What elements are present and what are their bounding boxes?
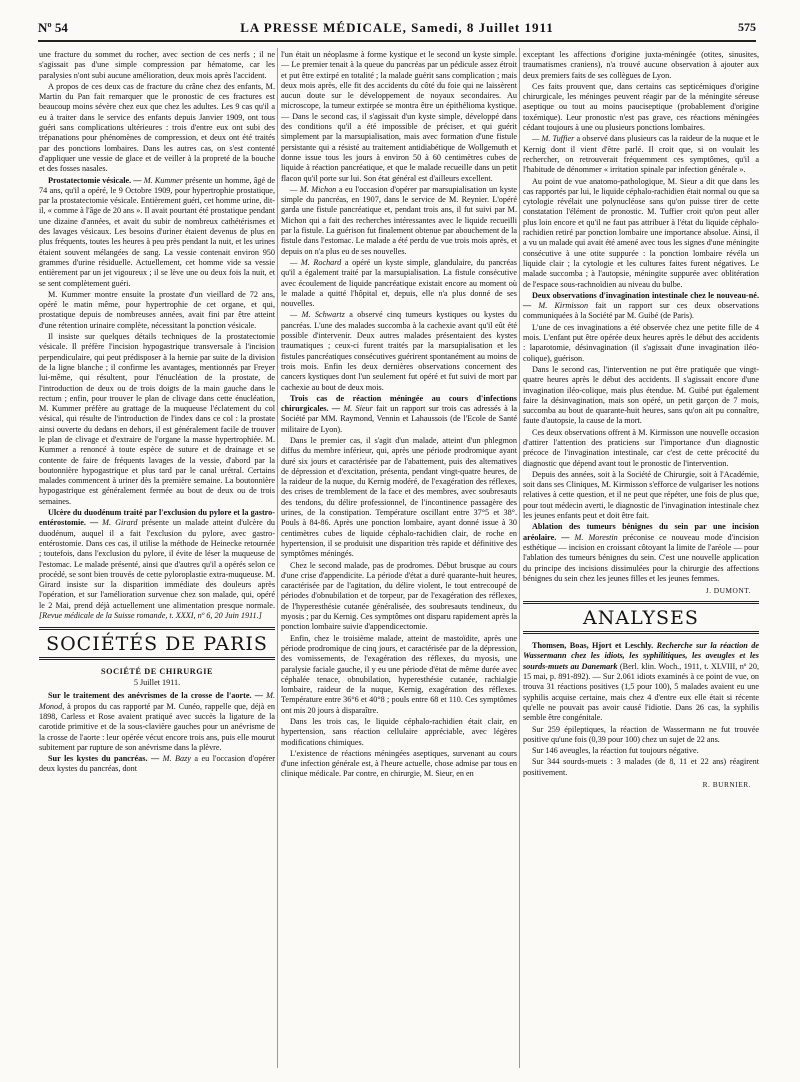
paragraph: Sur 259 épileptiques, la réaction de Wassermann ne fut trouvée positive qu'une fois (0,39 pour 100) chez un sujet de 22 ans. [523,724,759,744]
paragraph-text: à propos du cas rapporté par M. Cunéo, rappelle que, déjà en 1898, Carless et Rose avaient pratiqué avec succès la ligature de la carotide primitive et de la sous-clavière gauches pour un anévrisme de la crosse de l'aorte : leur opérée vécut encore trois ans, puis elle mourut subitement par rupture de son anévrisme dans la plèvre. [39,701,275,752]
author-name: M. Bazy [162,754,191,764]
paragraph: Dans les trois cas, le liquide céphalo-rachidien était clair, en hypertension, sans réaction cellulaire appréciable, avec légères modifications chimiques. [281,717,517,747]
paragraph-text: a observé dans plusieurs cas la raideur de la nuque et le Kernig dont il vient d'être parlé. Il croit que, si on voulait les rechercher, on retrouverait fréquemment ces symptômes, qu'il a l'habitude de dénommer « irritation spinale par infection générale ». [523,134,759,175]
paragraph [281,258,517,309]
section-title: Deux observations d'invagination intestinale chez le nouveau-né. — [523,290,759,311]
paragraph: exceptant les affections d'origine juxta-méningée (otites, sinusites, traumatismes craniens), n'a trouvé aucune observation à ajouter aux deux premiers faits de ses collègues de Lyon. [523,50,759,80]
column-1 [39,50,275,1070]
page-header [38,20,756,42]
paragraph [281,394,517,435]
author-name: M. Morestin [574,532,618,542]
section-banner: SOCIÉTÉS DE PARIS [39,627,275,660]
issue-number: Nº 54 [38,20,68,35]
section-title: Trois cas de réaction méningée au cours d'infections chirurgicales. — [281,393,517,414]
paragraph: Sur 344 sourds-muets : 3 malades (de 8, 11 et 22 ans) réagirent positivement. [523,757,759,777]
paragraph-text: a eu l'occasion d'opérer par marsupialisation un kyste simple du pancréas, en 1907, dans le service de M. Reynier. L'opéré garda une fistule pancréatique et, pendant trois ans, il fut suivi par M. Michon qui a fait des recherches intéressantes avec le liquide recueilli par la fistule. La guérison fut finalement obtenue par abouchement de la fistule dans l'estomac. Le malade a été perdu de vue trois mois après, et depuis on n'a plus eu de ses nouvelles. [281,184,517,256]
paragraph: Chez le second malade, pas de prodromes. Début brusque au cours d'une crise d'appendicite. La période d'état a duré quarante-huit heures, caractérisée par de l'agitation, du délire violent, le tout entrecoupé de périodes d'obnubilation et de torpeur, par de l'exagération des réflexes, de l'hyperesthésie cutanée généralisée, des soubresauts tendineux, du myosis ; par du Kernig. Ces symptômes ont disparu rapidement après la ponction lombaire suivie d'appendicectomie. [281,560,517,632]
society-subheading: SOCIÉTÉ DE CHIRURGIE [100,667,214,677]
paragraph-text: fait un rapport sur ces deux observations communiquées à la Société par M. Guibé (de Paris). [523,301,759,321]
source-citation: [Revue médicale de la Suisse romande, t. XXXI, nº 6, 20 Juin 1911.] [39,611,262,621]
paragraph-text: a observé cinq tumeurs kystiques ou kystes du pancréas. L'une des malades succomba à la cachexie avant qu'il eût été possible d'intervenir. Deux autres malades présentaient des kystes traumatiques ; ceux-ci furent traités par la marsupialisation et les fistules pancréatiques consécutives guérirent spontanément au moins de trois mois. Enfin les deux dernières observations concernent des cancers kystiques dont l'un seulement fut opéré et fut suivi de mort par cachexie au bout de deux mois. [281,310,517,392]
section-title: Ulcère du duodénum traité par l'exclusion du pylore et la gastro-entérostomie. — [39,508,275,528]
paragraph [39,754,275,775]
author-name: — M. Tuffier [532,134,575,144]
paragraph-text: a opéré un kyste simple, glandulaire, du pancréas qu'il a également traité par la marsupialisation. La fistule consécutive avec écoulement de liquide pancréatique existait encore au moment où le malade a quitté l'hôpital et, depuis, elle n'a plus donné de ses nouvelles. [281,257,517,309]
page-number: 575 [738,20,756,34]
paragraph-text: préconise ce nouveau mode d'incision esthétique — incision en croissant côtoyant la limite de l'aréole — pour l'ablation des tumeurs bénignes du sein. C'est une nouvelle application du principe des incisions dissimulées pour la chirurgie des affections bénignes du sein chez les jeunes filles et les jeunes femmes. [523,532,759,583]
journal-title: LA PRESSE MÉDICALE, Samedi, 8 Juillet 1911 [240,20,554,35]
paragraph-text: fait un rapport sur trois cas adressés à la Société par MM. Raymond, Vennin et Lahaussois (de l'Ecole de Santé militaire de Lyon). [281,404,517,434]
signature: R. BURNIER. [702,780,751,789]
paragraph: Ces faits prouvent que, dans certains cas septicémiques d'origine chirurgicale, les méninges peuvent réagir par de la méningite séreuse aseptique ou tout au moins pauciseptique (probablement d'origine toxémique). Leur pronostic n'est pas grave, ces réactions méningées cédant toujours à une ou plusieurs ponctions lombaires. [523,81,759,133]
paragraph: l'un était un néoplasme à forme kystique et le second un kyste simple. — Le premier tenait à la queue du pancréas par un pédicule assez étroit et put être extirpé en totalité ; la malade guérit sans complication ; mais deux mois après, elle fit des accidents du côté du foie qui ne laissèrent aucun doute sur le développement de noyaux secondaires. Au microscope, la tumeur extirpée se montra être un épithélioma kystique. — Dans le second cas, il s'agissait d'un kyste simple, développé dans des conditions qu'il a été impossible de préciser, et qui guérit simplement par la marsupialisation, mais avec formation d'une fistule persistante qui a résisté au traitement antidiabétique de Wollgemuth et donne issue tous les jours à environ 50 à 60 centimètres cubes de liquide à réaction pancréatique, et que le malade recueille dans un petit flacon qu'il porte sur lui. Son état général est d'ailleurs excellent. [281,50,517,183]
column-2 [281,50,517,1070]
paragraph: Depuis des années, soit à la Société de Chirurgie, soit à l'Académie, soit dans ses Cliniques, M. Kirmisson s'efforce de vulgariser les notions relatives à cette question, et il ne peut que répéter, une fois de plus que, pour tout médecin averti, le diagnostic de l'invagination intestinale chez les jeunes enfants peut et doit être fait. [523,469,759,521]
paragraph [39,176,275,289]
paragraph: Ces deux observations offrent à M. Kirmisson une nouvelle occasion d'attirer l'attention des praticiens sur l'importance d'un diagnostic précoce de l'invagination intestinale, car c'est de cette précocité du diagnostic que dépend avant tout le pronostic de l'intervention. [523,427,759,468]
section-title: Prostatectomie vésicale. — [48,175,142,185]
paragraph-text: — Sur 2.061 idiots examinés à ce point de vue, on trouva 31 réactions positives (1,5 pour 100), 5 malades avaient eu une syphilis acquise certaine, mais chez 4 d'entre eux elle était si récente qu'elle ne pouvait pas avoir causé l'idiotie. Dans 26 cas, la syphilis semble être congénitale. [523,672,759,723]
author-names: Thomsen, Boas, Hjort et Leschly. [532,641,654,651]
paragraph: L'une de ces invaginations a été observée chez une petite fille de 4 mois. L'enfant put être opérée deux heures après le début des accidents : laparotomie, désinvagination (il s'agissait d'une invagination iléo-colique), guérison. [523,322,759,363]
paragraph [39,508,275,621]
paragraph: Dans le second cas, l'intervention ne put être pratiquée que vingt-quatre heures après le début des accidents. Il s'agissait encore d'une invagination iléo-colique, mais plus étendue. M. Guibé put également faire la désinvagination, mais son opéré, un petit garçon de 7 mois, succomba au bout de quarante-huit heures, sans qu'on ait pu connaître, faute d'autopsie, la cause de la mort. [523,364,759,426]
column-divider [519,48,520,1068]
paragraph: Dans le premier cas, il s'agit d'un malade, atteint d'un phlegmon diffus du membre inférieur, qui, après une période prodromique ayant duré six jours et caractérisée par de l'abattement, puis des alternatives de dépression et d'excitation, présenta, pendant vingt-quatre heures, de la raideur de la nuque, du Kernig modéré, de l'exagération des réflexes, des crises de tremblement de la face et des membres, avec soubresauts des tendons, du délire professionnel, de l'incontinence passagère des urines, de la constipation. Température oscillant entre 37°5 et 38°. Pouls à 84-86. Après une ponction lombaire, ayant donné issue à 30 centimètres cubes de liquide céphalo-rachidien clair, de roche en hypertension, il se produisit une disparition très rapide et définitive des symptômes méningés. [281,435,517,559]
column-divider [277,48,278,1068]
paragraph: A propos de ces deux cas de fracture du crâne chez des enfants, M. Martin du Pan fait remarquer que le pronostic de ces fractures est beaucoup moins sévère chez eux que chez les adultes. Les 9 cas qu'il a eu à traiter dans le service des enfants depuis Janvier 1909, ont tous guéri sans complications ultérieures : trois d'entre eux ont subi des trépanations pour phénomènes de compression, et deux ont été traités par des ponctions lombaires. Dans les autres cas, on s'est contenté d'appliquer une vessie de glace et de veiller à la propreté de la bouche et des fosses nasales. [39,81,275,174]
author-name: M. Sieur [343,404,373,414]
paragraph-text: a eu l'occasion d'opérer deux kystes du pancréas, dont [39,754,275,774]
author-name: M. Kirmisson [538,301,589,311]
author-name: — M. Schwartz [290,310,345,320]
paragraph [523,522,759,584]
paragraph: M. Kummer montre ensuite la prostate d'un vieillard de 72 ans, opéré le matin même, pour hypertrophie de cet organe, et qui, prostatique depuis de nombreuses années, avait fini par être atteint d'une rétention urinaire complète, nécessitant la ponction vésicale. [39,289,275,330]
paragraph [523,641,759,723]
signature: J. DUMONT. [705,586,751,596]
paragraph: Enfin, chez le troisième malade, atteint de mastoïdite, après une période prodromique de cinq jours, et caractérisée par de la dépression, des vomissements, de l'exagération des réflexes, du myosis, une paralysie faciale gauche, il y eu une période d'état de même durée avec céphalée tenace, obnubilation, hyperesthésie cutanée, rachialgie lombaire, raideur de la nuque, Kernig, exagération des réflexes. Température entre 36°6 et 40°8 ; pouls entre 68 et 110. Ces symptômes ont mis 20 jours à disparaître. [281,633,517,715]
paragraph [523,291,759,322]
paragraph-text: présente un homme, âgé de 74 ans, qu'il a opéré, le 9 Octobre 1909, pour hypertrophie prostatique, par la prostatectomie vésicale. Entièrement guéri, cet homme urine, dit-il, « comme à l'âge de 20 ans ». Il avait pourtant été prostatique pendant une dizaine d'années, et avait du subir de nombreux cathétérismes et des lavages vésicaux. Les besoins d'uriner étaient devenus de plus en plus fréquents, toutes les heures à peu près pendant la nuit, et les urines étaient souvent mélangées de sang. La vessie contenait environ 950 grammes d'urine résiduelle. Actuellement, cet homme vide sa vessie entièrement par un jet vigoureux ; il se lève une ou deux fois la nuit, et se sent complètement guéri. [39,175,275,288]
paragraph: L'existence de réactions méningées aseptiques, survenant au cours d'une infection générale est, à l'heure actuelle, chose admise par tous en clinique médicale. Par contre, en chirurgie, M. Sieur, en en [281,748,517,779]
paragraph [281,185,517,257]
section-title: Sur les kystes du pancréas. — [48,754,160,764]
paragraph: Sur 146 aveugles, la réaction fut toujours négative. [532,746,699,756]
author-name: — M. Rochard [290,257,342,267]
paragraph: Au point de vue anatomo-pathologique, M. Sieur a dit que dans les cas rapportés par lui, le liquide céphalo-rachidien était normal ou que sa cytologie révélait une polynucléose sans qu'on puisse tirer de cette constatation l'élément de pronostic. M. Tuffier croit qu'on peut aller plus loin encore et qu'il ne faut pas attribuer à l'état du liquide céphalo-rachidien retiré par ponction lombaire une importance absolue. Ainsi, il a vu un malade qui avait été amené avec tous les signes d'une méningite consécutive à une otite suppurée : la ponction lombaire révéla un liquide clair ; la cytologie et les cultures faites furent négatives. Le malade succomba ; à l'autopsie, méningite suppurée avec oblitération de l'espace sous-rachnoïdien au niveau du bulbe. [523,176,759,289]
section-title: Ablation des tumeurs bénignes du sein par une incision aréolaire. — [523,522,759,542]
section-title: Sur le traitement des anévrismes de la crosse de l'aorte. — [48,691,263,701]
paragraph: une fracture du sommet du rocher, avec section de ces nerfs ; il ne s'agissait pas d'une simple compression par hématome, car les paralysies n'ont subi aucune amélioration, deux mois après l'accident. [39,50,275,80]
section-banner: ANALYSES [523,601,759,634]
header-rule [38,40,756,42]
author-name: M. Girard [102,518,138,528]
paragraph-text: présente un malade atteint d'ulcère du duodénum, auquel il a fait l'exclusion du pylore, avec gastro-entérostomie. Dans ces cas, il utilise la méthode de Heinecke retournée ; toutefois, dans l'exclusion du pylore, il évite de léser la muqueuse de l'estomac. Le malade présenté, ainsi que d'autres qu'il a opérés selon ce procédé, se sont bien trouvés de cette pyloroplastie extra-muqueuse. M. Girard insiste sur la disparition immédiate des douleurs après l'opération, et sur l'amélioration survenue chez son malade, qui, opéré le 2 Mai, prend déjà actuellement une alimentation presque normale. [39,518,275,610]
source-citation: (Berl. klin. Woch., 1911, t. XLVIII, nº 20, 15 mai, p. 891-892). [523,661,759,682]
author-name: — M. Michon [290,184,337,194]
article-title: Recherche sur la réaction de Wassermann chez les idiots, les syphilitiques, les aveugles et les sourds-muets au Danemark [523,641,759,671]
author-name: M. Kummer [143,175,183,185]
column-3 [523,50,759,1070]
paragraph: Il insiste sur quelques détails techniques de la prostatectomie vésicale. Il préfère l'incision hypogastrique transversale à l'incision perpendiculaire, qui peut prédisposer à la hernie par suite de la division de la ligne blanche ; il confirme les avantages, mentionnés par Freyer lui-même, qui résultent, pour l'énucléation de la prostate, de l'introduction de deux ou de trois doigts de la main gauche dans le rectum ; enfin, pour trouver le plan de clivage dans cette énucléation, M. Kummer préfère au grattage de la muqueuse l'éclatement du col vésical, qui résulte de l'introduction de l'index dans ce col : la prostate ainsi ouverte du dedans en dehors, il est généralement facile de trouver le plan de clivage et d'extraire de l'organe la masse hypertrophiée. M. Kummer a renoncé à toute espèce de suture et de drainage et se contente de faire de fréquents lavages de la vessie, d'abord par la boutonnière hypogastrique et plus tard par le canal urétral. Certains malades commencent à uriner dès la première semaine. La boutonnière hypogastrique est généralement fermée au bout de deux ou de trois semaines. [39,332,275,506]
session-date: 5 Juillet 1911. [133,678,181,688]
paragraph [281,310,517,392]
paragraph [523,134,759,175]
paragraph [39,691,275,753]
author-name: M. Monod, [39,691,275,711]
